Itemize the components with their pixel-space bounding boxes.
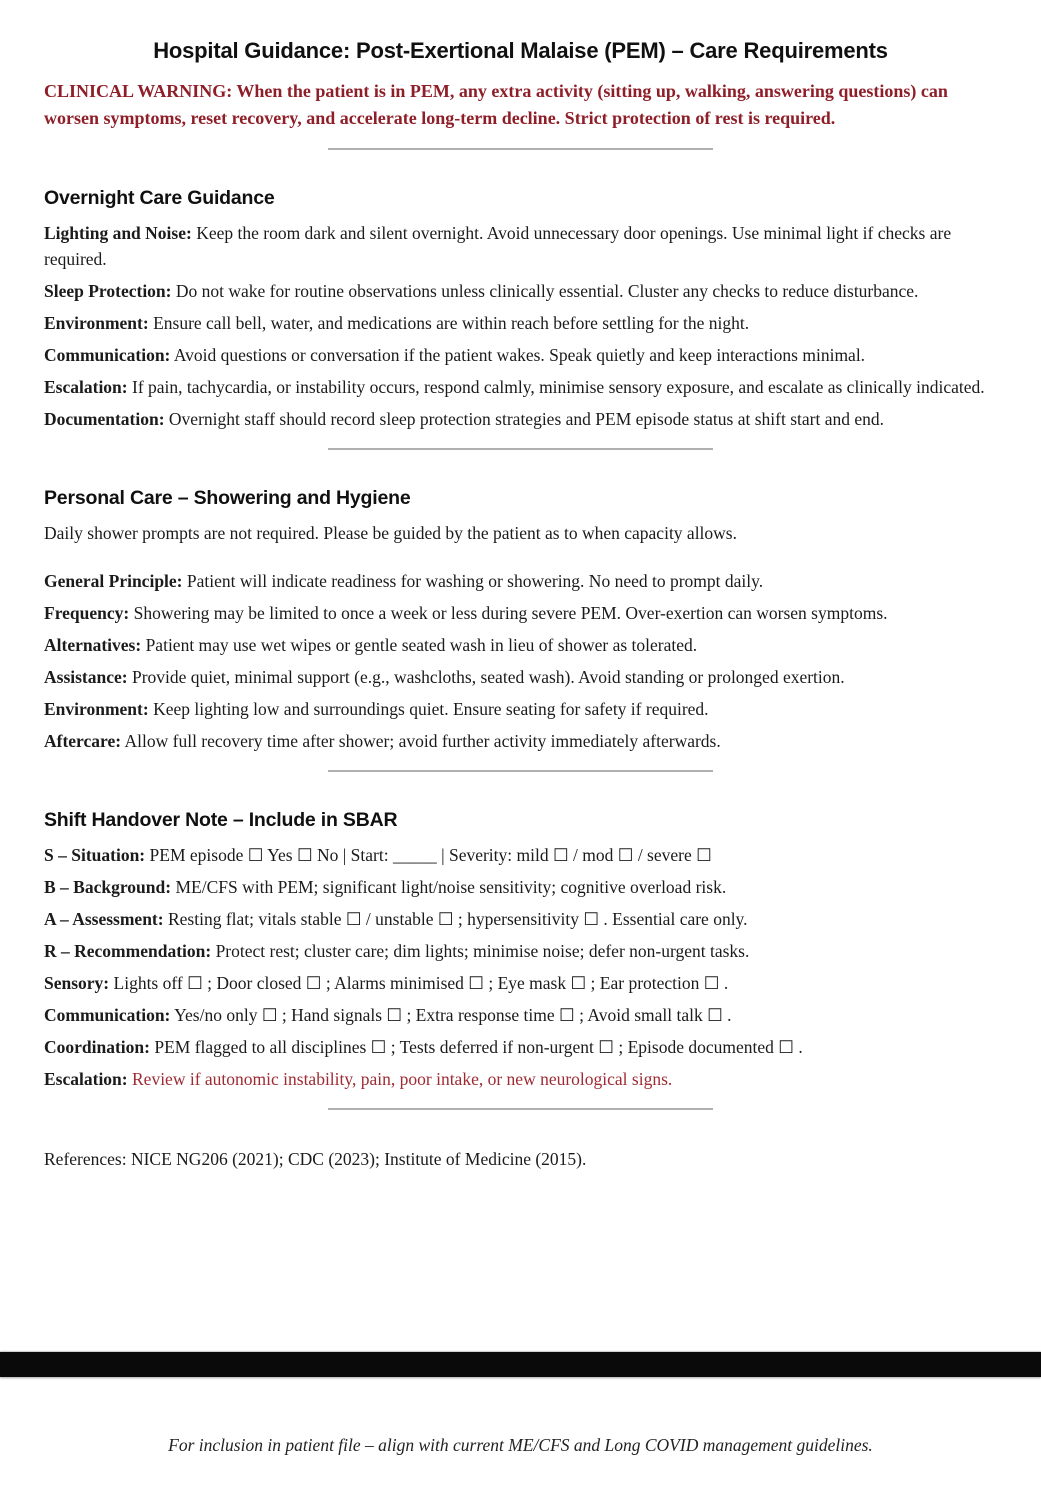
document-page	[0, 36, 1041, 1172]
section-divider-3	[328, 770, 713, 772]
page-bottom-bar	[0, 1352, 1041, 1377]
sbar-item-label: Escalation:	[44, 1069, 128, 1089]
footer-note: For inclusion in patient file – align with current ME/CFS and Long COVID management guidelines.	[168, 1435, 873, 1455]
sbar-item-text: PEM episode ☐ Yes ☐ No | Start: _____ | Severity: mild ☐ / mod ☐ / severe ☐	[149, 845, 712, 865]
care-item-label: General Principle:	[44, 571, 183, 591]
care-item-label: Communication:	[44, 345, 171, 365]
personal-care-heading: Personal Care – Showering and Hygiene	[44, 487, 411, 509]
references-line: References: NICE NG206 (2021); CDC (2023); Institute of Medicine (2015).	[44, 1149, 587, 1169]
care-item-aftercare	[44, 728, 997, 754]
sbar-item-text-escalation: Review if autonomic instability, pain, poor intake, or new neurological signs.	[132, 1069, 673, 1089]
overnight-care-heading: Overnight Care Guidance	[44, 187, 275, 209]
sbar-item-text: Resting flat; vitals stable ☐ / unstable ☐ ; hypersensitivity ☐ . Essential care only.	[167, 909, 748, 929]
care-item-general-principle	[44, 568, 997, 594]
care-item-text: Patient will indicate readiness for washing or showering. No need to prompt daily.	[186, 571, 764, 591]
sbar-item-label: R – Recommendation:	[44, 941, 212, 961]
care-item-label: Lighting and Noise:	[44, 223, 192, 243]
care-item-text: Allow full recovery time after shower; avoid further activity immediately afterwards.	[124, 731, 721, 751]
sbar-item-label: Sensory:	[44, 973, 110, 993]
care-item-label: Sleep Protection:	[44, 281, 172, 301]
sbar-item-text: Yes/no only ☐ ; Hand signals ☐ ; Extra response time ☐ ; Avoid small talk ☐ .	[174, 1005, 732, 1025]
care-item-alternatives	[44, 632, 997, 658]
care-item-communication	[44, 342, 997, 368]
sbar-item-label: Coordination:	[44, 1037, 150, 1057]
care-item-label: Environment:	[44, 313, 149, 333]
sbar-item-text: PEM flagged to all disciplines ☐ ; Tests deferred if non-urgent ☐ ; Episode documented ☐ .	[154, 1037, 803, 1057]
care-item-assistance	[44, 664, 997, 690]
care-item-text: Showering may be limited to once a week or less during severe PEM. Over-exertion can worsen symptoms.	[133, 603, 888, 623]
section-personal-care	[44, 486, 997, 754]
sbar-item-text: ME/CFS with PEM; significant light/noise sensitivity; cognitive overload risk.	[175, 877, 727, 897]
care-item-sleep-protection	[44, 278, 997, 304]
sbar-item-text: Lights off ☐ ; Door closed ☐ ; Alarms minimised ☐ ; Eye mask ☐ ; Ear protection ☐ .	[113, 973, 729, 993]
sbar-item-coordination	[44, 1034, 997, 1060]
care-item-text: Patient may use wet wipes or gentle seated wash in lieu of shower as tolerated.	[145, 635, 698, 655]
sbar-item-background	[44, 874, 997, 900]
section-divider-2	[328, 448, 713, 450]
sbar-item-label: Communication:	[44, 1005, 171, 1025]
care-item-text: Overnight staff should record sleep protection strategies and PEM episode status at shift start and end.	[168, 409, 884, 429]
personal-care-intro: Daily shower prompts are not required. Please be guided by the patient as to when capacity allows.	[44, 523, 737, 543]
care-item-escalation	[44, 374, 997, 400]
care-item-environment-personal	[44, 696, 997, 722]
care-item-text: If pain, tachycardia, or instability occurs, respond calmly, minimise sensory exposure, and escalate as clinically indicated.	[132, 377, 985, 397]
section-divider-1	[328, 148, 713, 150]
section-overnight-care-guidance	[44, 186, 997, 432]
document-title: Hospital Guidance: Post-Exertional Malaise (PEM) – Care Requirements	[153, 38, 888, 63]
sbar-item-recommendation	[44, 938, 997, 964]
sbar-item-label: B – Background:	[44, 877, 172, 897]
sbar-item-sensory	[44, 970, 997, 996]
clinical-warning: CLINICAL WARNING: When the patient is in PEM, any extra activity (sitting up, walking, answering questions) can worsen symptoms, reset recovery, and accelerate long-term decline. Strict protection of rest is required.	[44, 81, 948, 128]
section-divider-4	[328, 1108, 713, 1110]
sbar-item-situation	[44, 842, 997, 868]
care-item-documentation	[44, 406, 997, 432]
care-item-label: Frequency:	[44, 603, 130, 623]
care-item-text: Avoid questions or conversation if the patient wakes. Speak quietly and keep interactions minimal.	[173, 345, 866, 365]
care-item-text: Keep the room dark and silent overnight. Avoid unnecessary door openings. Use minimal light if checks are required.	[44, 223, 952, 269]
sbar-item-text: Protect rest; cluster care; dim lights; minimise noise; defer non-urgent tasks.	[215, 941, 750, 961]
section-shift-handover-sbar	[44, 808, 997, 1092]
care-item-label: Assistance:	[44, 667, 128, 687]
care-item-label: Environment:	[44, 699, 149, 719]
care-item-text: Ensure call bell, water, and medications are within reach before settling for the night.	[153, 313, 750, 333]
sbar-item-label: A – Assessment:	[44, 909, 164, 929]
care-item-label: Documentation:	[44, 409, 165, 429]
shift-handover-heading: Shift Handover Note – Include in SBAR	[44, 809, 398, 831]
care-item-text: Keep lighting low and surroundings quiet. Ensure seating for safety if required.	[153, 699, 709, 719]
sbar-item-communication	[44, 1002, 997, 1028]
care-item-text: Do not wake for routine observations unless clinically essential. Cluster any checks to reduce disturbance.	[175, 281, 919, 301]
sbar-item-assessment	[44, 906, 997, 932]
care-item-text: Provide quiet, minimal support (e.g., washcloths, seated wash). Avoid standing or prolonged exertion.	[131, 667, 845, 687]
care-item-frequency	[44, 600, 997, 626]
care-item-label: Alternatives:	[44, 635, 142, 655]
care-item-label: Aftercare:	[44, 731, 122, 751]
care-item-lighting-noise	[44, 220, 997, 272]
sbar-item-escalation	[44, 1066, 997, 1092]
sbar-item-label: S – Situation:	[44, 845, 146, 865]
care-item-environment	[44, 310, 997, 336]
care-item-label: Escalation:	[44, 377, 128, 397]
